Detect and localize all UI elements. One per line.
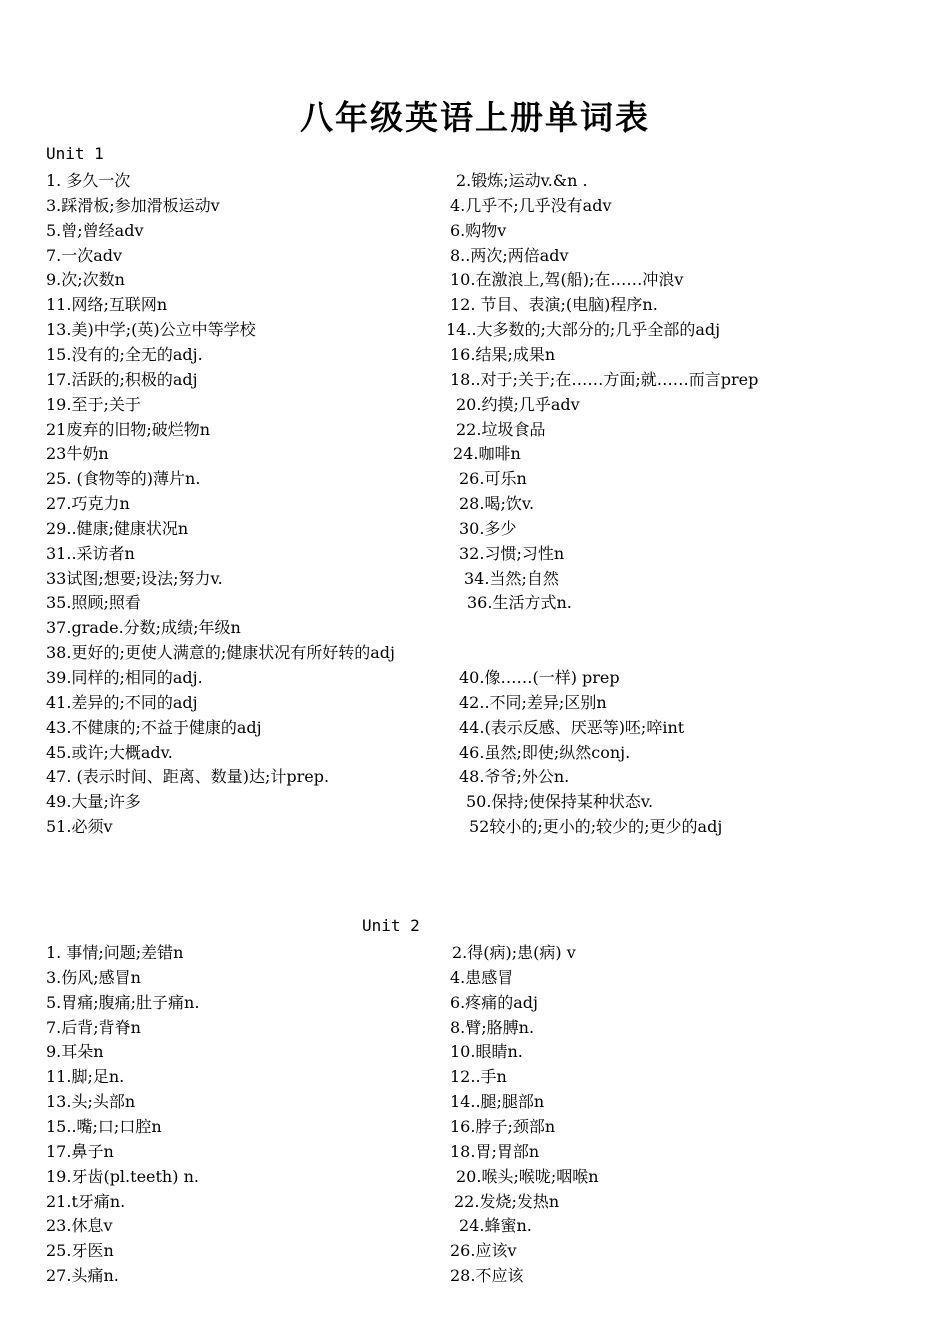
vocab-entry-left: 9.耳朵n — [46, 1042, 104, 1062]
vocab-row — [0, 1165, 950, 1189]
vocab-entry-right: 24.咖啡n — [453, 444, 521, 464]
vocab-entry-left: 27.巧克力n — [46, 494, 130, 514]
vocab-entry-left: 21.t牙痛n. — [46, 1191, 126, 1211]
vocab-entry-left: 19.至于;关于 — [46, 394, 141, 414]
unit-heading: Unit 1 — [46, 144, 104, 163]
vocab-row — [0, 616, 950, 640]
vocab-entry-left: 9.次;次数n — [46, 270, 125, 290]
vocab-entry-left: 27.头痛n. — [46, 1266, 119, 1286]
vocab-row — [0, 393, 950, 417]
vocab-entry-left: 17.鼻子n — [46, 1141, 114, 1161]
vocab-row — [0, 368, 950, 392]
vocab-entry-left: 47. (表示时间、距离、数量)达;计prep. — [46, 767, 330, 787]
vocab-row — [0, 966, 950, 990]
vocab-row — [0, 268, 950, 292]
vocab-entry-left: 1. 多久一次 — [46, 171, 131, 190]
vocab-entry-left: 25. (食物等的)薄片n. — [46, 469, 201, 489]
vocab-entry-right: 12..手n — [450, 1067, 507, 1087]
vocab-row — [0, 941, 950, 965]
vocab-row — [0, 567, 950, 591]
vocab-row — [0, 790, 950, 814]
vocab-row — [0, 765, 950, 789]
vocab-entry-left: 11.脚;足n. — [46, 1067, 125, 1087]
vocab-entry-right: 24.蜂蜜n. — [459, 1216, 532, 1236]
vocab-entry-right: 2.锻炼;运动v.&n . — [456, 171, 588, 190]
vocab-entry-left: 25.牙医n — [46, 1241, 114, 1261]
vocab-entry-left: 45.或许;大概adv. — [46, 742, 173, 762]
vocab-row — [0, 1040, 950, 1064]
vocab-row — [0, 641, 950, 665]
vocab-row — [0, 1115, 950, 1139]
vocab-row — [0, 194, 950, 218]
vocab-entry-right: 6.疼痛的adj — [450, 992, 539, 1012]
vocab-row — [0, 418, 950, 442]
vocab-entry-right: 22.垃圾食品 — [456, 419, 546, 439]
vocab-entry-right: 10.眼睛n. — [450, 1042, 523, 1062]
vocab-row — [0, 1264, 950, 1288]
vocab-entry-right: 16.结果;成果n — [450, 344, 556, 364]
vocab-entry-right: 14..大多数的;大部分的;几乎全部的adj — [446, 320, 721, 340]
vocab-row — [0, 1214, 950, 1238]
vocab-entry-right: 30.多少 — [459, 518, 517, 538]
vocab-row — [0, 716, 950, 740]
vocab-entry-left: 7.后背;背脊n — [46, 1017, 141, 1037]
vocab-row — [0, 467, 950, 491]
vocab-row — [0, 244, 950, 268]
vocab-entry-left: 15..嘴;口;口腔n — [46, 1116, 162, 1136]
vocab-entry-right: 28.喝;饮v. — [459, 494, 535, 514]
vocab-row — [0, 1065, 950, 1089]
vocab-entry-left: 1. 事情;问题;差错n — [46, 943, 184, 962]
vocab-entry-left: 7.一次adv — [46, 245, 123, 265]
vocab-entry-right: 52较小的;更小的;较少的;更少的adj — [469, 817, 723, 837]
vocab-row — [0, 343, 950, 367]
vocab-row — [0, 1239, 950, 1263]
vocab-entry-left: 3.踩滑板;参加滑板运动v — [46, 195, 220, 215]
vocab-entry-right: 20.约摸;几乎adv — [456, 394, 580, 414]
vocab-entry-right: 34.当然;自然 — [464, 568, 559, 588]
vocab-entry-left: 43.不健康的;不益于健康的adj — [46, 717, 262, 737]
vocab-entry-left: 17.活跃的;积极的adj — [46, 369, 198, 389]
vocab-entry-left: 15.没有的;全无的adj. — [46, 344, 203, 364]
vocab-row — [0, 815, 950, 839]
vocab-row — [0, 169, 950, 193]
vocab-entry-left: 35.照顾;照看 — [46, 593, 141, 613]
vocab-row — [0, 691, 950, 715]
vocab-entry-right: 26.应该v — [450, 1241, 517, 1261]
vocab-entry-left: 49.大量;许多 — [46, 792, 141, 812]
unit-heading: Unit 2 — [362, 916, 420, 935]
vocab-row — [0, 1016, 950, 1040]
vocab-entry-right: 8..两次;两倍adv — [450, 245, 569, 265]
vocab-entry-left: 3.伤风;感冒n — [46, 967, 141, 987]
vocab-entry-left: 21废弃的旧物;破烂物n — [46, 419, 211, 439]
vocab-row — [0, 318, 950, 342]
vocab-entry-right: 4.患感冒 — [450, 967, 514, 987]
vocab-entry-right: 48.爷爷;外公n. — [459, 767, 570, 787]
vocab-row — [0, 991, 950, 1015]
vocab-row — [0, 219, 950, 243]
vocab-row — [0, 1090, 950, 1114]
vocab-entry-left: 38.更好的;更使人满意的;健康状况有所好转的adj — [46, 643, 395, 663]
vocab-entry-right: 22.发烧;发热n — [454, 1191, 560, 1211]
vocab-row — [0, 666, 950, 690]
vocab-row — [0, 492, 950, 516]
vocab-entry-right: 14..腿;腿部n — [450, 1092, 545, 1112]
vocab-entry-right: 32.习惯;习性n — [459, 543, 565, 563]
vocab-row — [0, 591, 950, 615]
vocab-entry-right: 12. 节目、表演;(电脑)程序n. — [450, 295, 658, 315]
vocab-entry-left: 5.曾;曾经adv — [46, 220, 144, 240]
vocab-entry-right: 46.虽然;即使;纵然conj. — [459, 742, 631, 762]
vocab-entry-left: 11.网络;互联网n — [46, 295, 168, 315]
vocab-entry-right: 42..不同;差异;区别n — [459, 692, 607, 712]
vocab-entry-left: 41.差异的;不同的adj — [46, 692, 198, 712]
vocab-row — [0, 542, 950, 566]
vocab-entry-left: 33试图;想要;设法;努力v. — [46, 568, 223, 588]
vocab-entry-right: 40.像……(一样) prep — [459, 668, 620, 687]
vocab-entry-right: 10.在激浪上,驾(船);在……冲浪v — [450, 270, 684, 290]
vocab-entry-left: 5.胃痛;腹痛;肚子痛n. — [46, 992, 200, 1012]
vocab-entry-right: 28.不应该 — [450, 1266, 524, 1286]
vocab-entry-left: 51.必须v — [46, 817, 113, 837]
vocab-row — [0, 442, 950, 466]
vocab-entry-left: 23.休息v — [46, 1216, 113, 1236]
vocab-entry-left: 23牛奶n — [46, 444, 109, 464]
vocab-row — [0, 741, 950, 765]
vocab-entry-right: 44.(表示反感、厌恶等)呸;啐int — [459, 717, 685, 737]
vocab-entry-left: 39.同样的;相同的adj. — [46, 668, 203, 687]
vocab-entry-right: 18..对于;关于;在……方面;就……而言prep — [450, 369, 759, 389]
vocab-row — [0, 1140, 950, 1164]
vocab-entry-left: 37.grade.分数;成绩;年级n — [46, 618, 241, 638]
vocab-entry-right: 16.脖子;颈部n — [450, 1116, 556, 1136]
vocab-entry-right: 20.喉头;喉咙;咽喉n — [456, 1166, 599, 1186]
vocab-entry-right: 18.胃;胃部n — [450, 1141, 540, 1161]
page-title: 八年级英语上册单词表 — [300, 98, 650, 137]
vocab-entry-right: 50.保持;使保持某种状态v. — [466, 792, 654, 812]
vocab-entry-left: 13.头;头部n — [46, 1092, 136, 1112]
vocab-entry-right: 8.臂;胳膊n. — [450, 1017, 535, 1037]
vocab-row — [0, 293, 950, 317]
vocab-entry-right: 4.几乎不;几乎没有adv — [450, 195, 612, 215]
vocab-row — [0, 517, 950, 541]
vocab-entry-right: 26.可乐n — [459, 469, 527, 489]
vocab-entry-right: 6.购物v — [450, 220, 507, 240]
vocab-entry-left: 29..健康;健康状况n — [46, 518, 189, 538]
vocab-entry-left: 13.美)中学;(英)公立中等学校 — [46, 320, 256, 340]
vocab-entry-left: 31..采访者n — [46, 543, 135, 563]
vocab-row — [0, 1190, 950, 1214]
vocab-entry-right: 36.生活方式n. — [467, 593, 572, 613]
vocab-entry-left: 19.牙齿(pl.teeth) n. — [46, 1166, 199, 1186]
vocab-entry-right: 2.得(病);患(病) v — [452, 943, 576, 962]
